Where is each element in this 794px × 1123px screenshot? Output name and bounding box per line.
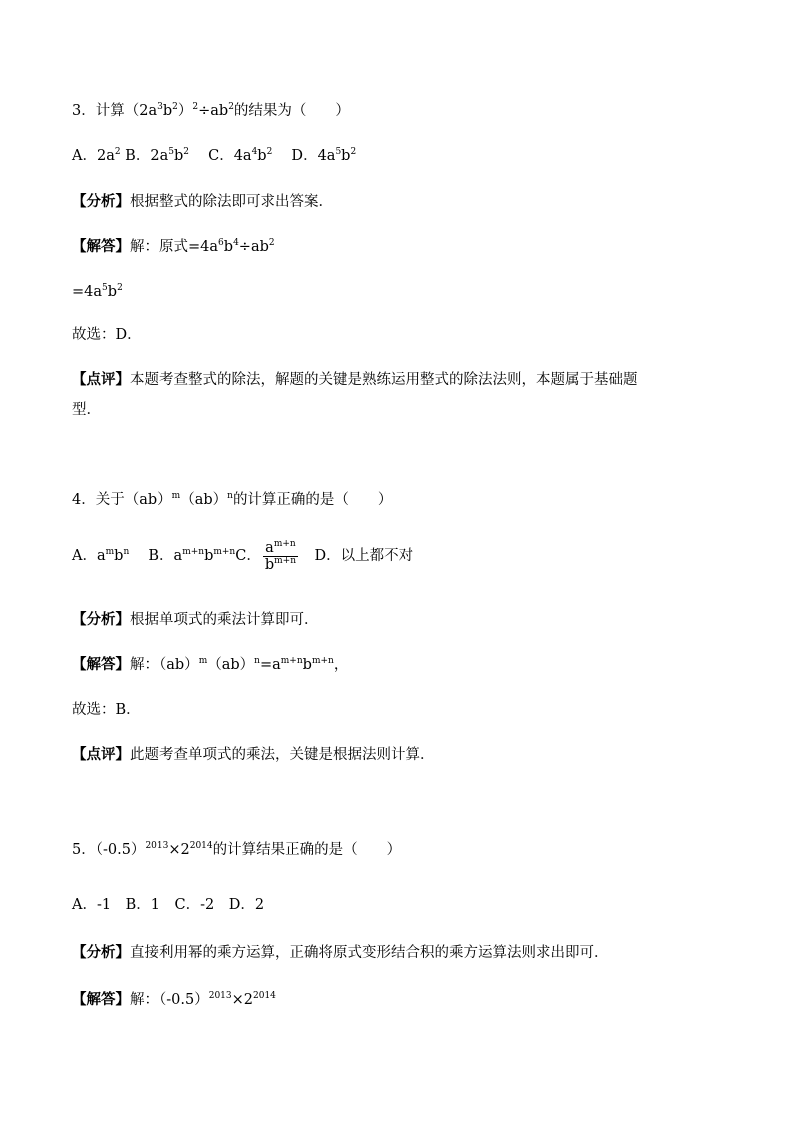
analysis-tag: 【分析】 [72, 611, 130, 628]
q4-options: A．$a^mb^n$ B．$a^{m+n}b^{m+n}C$． $\frac{a^{m+n}}{b^{m+n}}$ D．以上都不对 [72, 538, 414, 573]
q5-options: A．-1 B．1 C．-2 D．2 [72, 897, 265, 913]
q5-stem: 5．$(-0.5)^{2013}\times 2^{2014}$的计算结果正确的是（ ） [72, 841, 402, 858]
q3-solution: 【解答】解：原式$=4a^6b^4\div ab^2$ [72, 238, 275, 255]
q4-stem: 4．关于（ab）$^m$（ab）$^n$的计算正确的是（ ） [72, 491, 393, 508]
fraction: $\frac{a^{m+n}}{b^{m+n}}$ [264, 538, 297, 573]
analysis-tag: 【分析】 [72, 944, 130, 961]
q4-comment: 【点评】此题考查单项式的乘法，关键是根据法则计算． [72, 746, 435, 763]
q3-comment: 【点评】本题考查整式的除法，解题的关键是熟练运用整式的除法法则，本题属于基础题 [72, 371, 638, 388]
analysis-tag: 【分析】 [72, 193, 130, 210]
q3-stem: 3．计算$(2a^3b^2)^2\div ab^2$的结果为（ ） [72, 102, 350, 119]
q4-solution: 【解答】解：$(ab)^m(ab)^n=a^{m+n}b^{m+n}$， [72, 656, 349, 673]
q4-analysis: 【分析】根据单项式的乘法计算即可． [72, 611, 319, 628]
solution-tag: 【解答】 [72, 238, 130, 255]
comment-tag: 【点评】 [72, 371, 130, 388]
q3-analysis: 【分析】根据整式的除法即可求出答案． [72, 193, 333, 210]
q5-solution: 【解答】解：$(-0.5)^{2013}\times 2^{2014}$ [72, 991, 276, 1008]
q3-comment-cont: 型． [72, 402, 101, 418]
q4-answer: 故选：B． [72, 702, 141, 718]
q3-answer: 故选：D． [72, 327, 142, 343]
solution-tag: 【解答】 [72, 656, 130, 673]
q3-solution-step: $=4a^5b^2$ [72, 283, 123, 300]
q5-analysis: 【分析】直接利用幂的乘方运算，正确将原式变形结合积的乘方运算法则求出即可． [72, 944, 609, 961]
comment-tag: 【点评】 [72, 746, 130, 763]
q3-options: A．$2a^2$ B．$2a^5b^2$ C．$4a^4b^2$ D．$4a^5b^2$ [72, 147, 357, 164]
solution-tag: 【解答】 [72, 991, 130, 1008]
